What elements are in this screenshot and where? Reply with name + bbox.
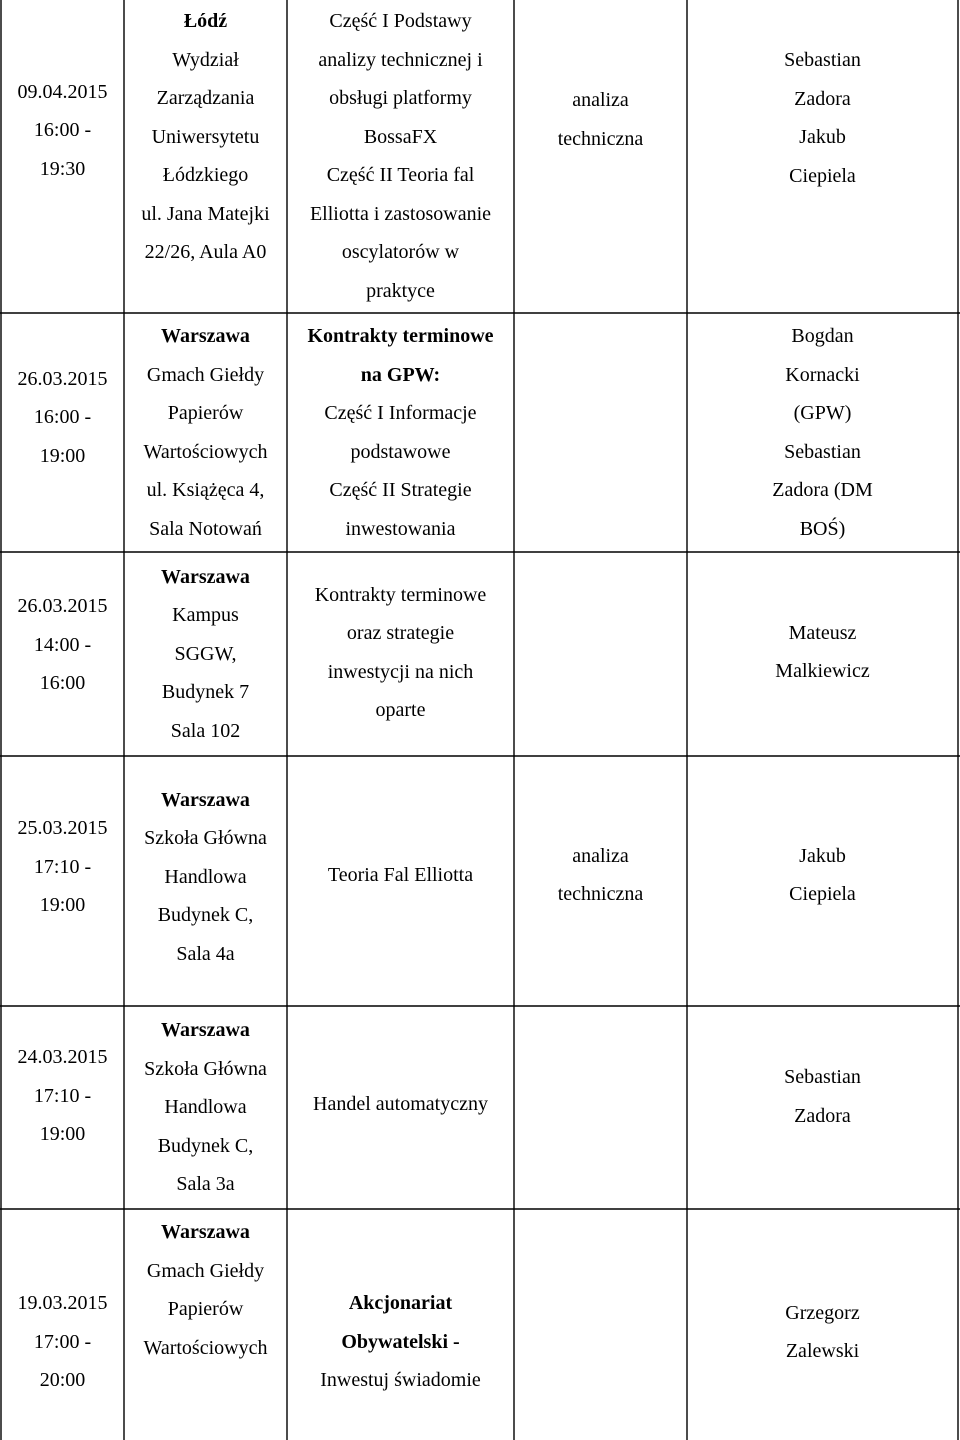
- cell-text-line: analiza: [572, 89, 629, 111]
- cell-text-line: Elliotta i zastosowanie: [309, 202, 492, 225]
- cell-text-line: Budynek C,: [157, 1134, 254, 1157]
- cell-text-line: ul. Książęca 4,: [146, 479, 265, 501]
- cell-text-line: obsługi platformy: [329, 87, 472, 109]
- cell-text-line: 17:10 -: [33, 1084, 92, 1107]
- cell-text-line: 19.03.2015: [17, 1292, 108, 1315]
- cell-text-line: Kontrakty terminowe: [307, 325, 494, 347]
- row-1-category: [514, 0, 687, 313]
- cell-text-line: Łódź: [183, 10, 228, 32]
- cell-text-line: na GPW:: [360, 363, 441, 386]
- cell-text-line: Papierów: [167, 1298, 244, 1320]
- cell-text-line: Zadora: [794, 1104, 851, 1127]
- cell-text-line: Grzegorz: [785, 1301, 860, 1324]
- cell-text-line: Część I Informacje: [324, 402, 477, 424]
- cell-text-line: 09.04.2015: [17, 80, 108, 103]
- row-1-topic: [287, 2, 514, 313]
- row-2-speaker: [687, 313, 958, 552]
- cell-text-line: oparte: [375, 699, 426, 721]
- cell-text-line: 26.03.2015: [17, 595, 108, 618]
- row-4-date: [1, 756, 124, 1006]
- cell-text-line: Kampus: [172, 604, 239, 627]
- cell-text-line: 16:00 -: [33, 406, 92, 429]
- cell-text-line: Budynek 7: [161, 681, 250, 704]
- cell-text-line: Warszawa: [161, 1019, 250, 1042]
- cell-text-line: Handlowa: [164, 865, 247, 888]
- cell-text-line: 17:10 -: [33, 855, 92, 878]
- row-6-date: [1, 1209, 124, 1440]
- cell-text-line: oscylatorów w: [341, 241, 460, 263]
- cell-text-line: 14:00 -: [33, 633, 92, 656]
- cell-text-line: Szkoła Główna: [144, 1057, 267, 1080]
- cell-text-line: Papierów: [167, 402, 244, 424]
- cell-text-line: Sebastian: [784, 440, 861, 463]
- cell-text-line: Zarządzania: [156, 87, 255, 109]
- cell-text-line: Łódzkiego: [162, 164, 249, 186]
- row-4-place: [124, 756, 287, 1006]
- cell-text-line: Wartościowych: [143, 1336, 268, 1359]
- cell-text-line: analiza: [572, 844, 629, 867]
- cell-text-line: Gmach Giełdy: [146, 363, 265, 386]
- cell-text-line: Teoria Fal Elliotta: [327, 863, 474, 886]
- cell-text-line: Część II Teoria fal: [326, 164, 475, 186]
- row-1-date: [1, 0, 124, 313]
- row-6-place: [124, 1213, 287, 1440]
- row-5-place: [124, 1006, 287, 1209]
- cell-text-line: Gmach Giełdy: [146, 1259, 265, 1282]
- cell-text-line: 24.03.2015: [17, 1046, 108, 1069]
- cell-text-line: Zadora (DM: [772, 479, 873, 501]
- row-4-category: [514, 756, 687, 1006]
- cell-text-line: 19:30: [39, 157, 86, 180]
- cell-text-line: BossaFX: [363, 125, 438, 148]
- row-1-place: [124, 2, 287, 313]
- cell-text-line: Kornacki: [785, 363, 860, 386]
- topic-bold-part: Obywatelski -: [341, 1330, 460, 1353]
- cell-text-line: praktyce: [366, 279, 435, 302]
- cell-text-line: Handlowa: [164, 1096, 247, 1119]
- cell-text-line: Szkoła Główna: [144, 827, 267, 850]
- cell-text-line: Warszawa: [161, 325, 250, 347]
- cell-text-line: inwestycji na nich: [327, 660, 474, 683]
- row-6-topic: [287, 1209, 514, 1440]
- cell-text-line: Inwestuj świadomie: [320, 1369, 481, 1392]
- cell-text-line: Akcjonariat: [348, 1292, 453, 1315]
- row-2-topic: [287, 313, 514, 552]
- cell-text-line: Kontrakty terminowe: [314, 583, 487, 606]
- cell-text-line: inwestowania: [345, 517, 456, 540]
- cell-text-line: 16:00: [39, 672, 86, 695]
- cell-text-line: Zalewski: [785, 1340, 860, 1362]
- cell-text-line: 19:00: [39, 1123, 86, 1146]
- row-1-speaker: [687, 41, 958, 313]
- cell-text-line: Sala Notowań: [149, 517, 262, 540]
- row-3-speaker: [687, 552, 958, 756]
- cell-text-line: [320, 1323, 481, 1362]
- cell-text-line: Wartościowych: [143, 440, 268, 463]
- cell-text-line: Malkiewicz: [775, 660, 870, 682]
- row-5-speaker: [687, 1006, 958, 1209]
- row-3-date: [1, 552, 124, 756]
- cell-text-line: 20:00: [39, 1369, 86, 1392]
- cell-text-line: 25.03.2015: [17, 817, 108, 840]
- cell-text-line: Sebastian: [784, 49, 861, 71]
- cell-text-line: Część I Podstawy: [329, 10, 472, 32]
- row-3-topic: [287, 552, 514, 756]
- cell-text-line: techniczna: [557, 127, 644, 150]
- cell-text-line: ul. Jana Matejki: [141, 202, 270, 225]
- cell-text-line: podstawowe: [350, 440, 451, 463]
- cell-text-line: Budynek C,: [157, 904, 254, 927]
- cell-text-line: oraz strategie: [346, 622, 455, 644]
- cell-text-line: Warszawa: [161, 565, 250, 588]
- row-3-place: [124, 552, 287, 756]
- cell-text-line: 16:00 -: [33, 119, 92, 142]
- cell-text-line: Jakub: [799, 844, 846, 867]
- row-6-speaker: [687, 1209, 958, 1440]
- row-4-topic: [287, 756, 514, 1006]
- cell-text-line: Jakub: [799, 126, 846, 148]
- cell-text-line: Mateusz: [788, 621, 857, 644]
- cell-text-line: Wydział: [172, 48, 239, 71]
- row-2-place: [124, 313, 287, 552]
- cell-text-line: BOŚ): [799, 517, 846, 540]
- cell-text-line: Część II Strategie: [329, 479, 472, 501]
- cell-text-line: Sala 102: [170, 719, 241, 742]
- cell-text-line: 26.03.2015: [17, 367, 108, 390]
- row-5-date: [1, 1006, 124, 1209]
- cell-text-line: Handel automatyczny: [313, 1093, 488, 1116]
- cell-text-line: Bogdan: [791, 325, 854, 347]
- cell-text-line: Sala 3a: [176, 1173, 235, 1196]
- cell-text-line: Sebastian: [784, 1066, 861, 1088]
- cell-text-line: Warszawa: [161, 1221, 250, 1243]
- cell-text-line: Warszawa: [161, 788, 250, 811]
- cell-text-line: (GPW): [793, 402, 852, 424]
- cell-text-line: Ciepiela: [789, 883, 856, 905]
- cell-text-line: 22/26, Aula A0: [144, 241, 267, 263]
- row-4-speaker: [687, 756, 958, 1006]
- cell-text-line: 19:00: [39, 894, 86, 917]
- cell-text-line: analizy technicznej i: [318, 48, 483, 71]
- cell-text-line: SGGW,: [174, 642, 237, 665]
- row-2-date: [1, 313, 124, 552]
- row-5-topic: [287, 1006, 514, 1209]
- cell-text-line: 17:00 -: [33, 1330, 92, 1353]
- cell-text-line: techniczna: [557, 883, 644, 905]
- cell-text-line: Sala 4a: [176, 942, 235, 965]
- cell-text-line: 19:00: [39, 444, 86, 467]
- cell-text-line: Uniwersytetu: [151, 125, 260, 148]
- cell-text-line: Ciepiela: [789, 164, 856, 187]
- cell-text-line: Zadora: [794, 87, 851, 110]
